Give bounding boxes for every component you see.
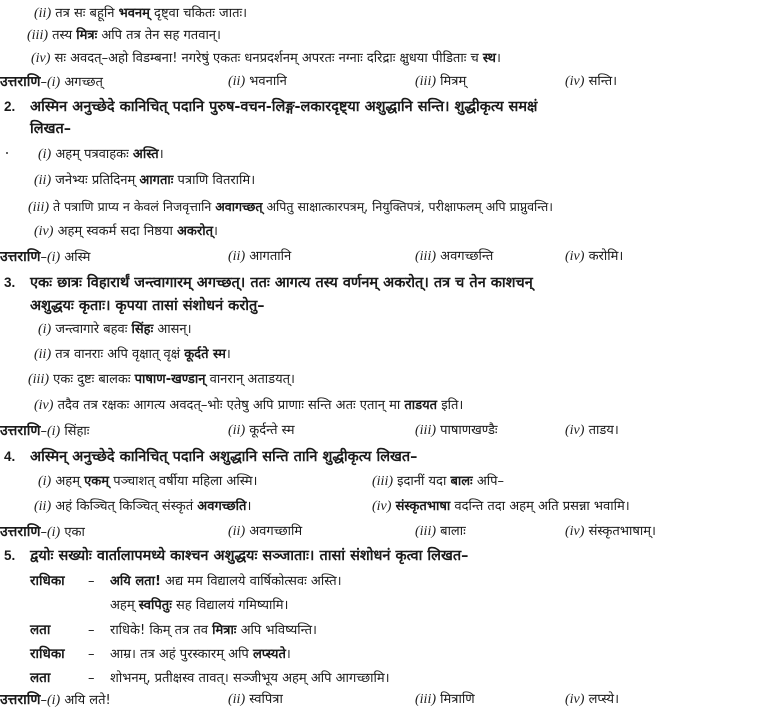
question-heading-cont: अशुद्धयः कृताः। कृपया तासां संशोधनं करोतु– xyxy=(30,298,265,314)
exercise-item: (iii) एकः दुष्टः बालकः पाषाण-खण्डान् वानरान् अताडयत्। xyxy=(28,372,295,387)
exercise-item: (i) जन्त्वागारे बहवः सिंहः आसन्। xyxy=(38,322,192,337)
exercise-item: (ii) तत्र वानराः अपि वृक्षात् वृक्षं कूर्दते स्म। xyxy=(34,347,231,362)
exercise-item: (i) अहम् एकम् पञ्चाशत् वर्षीया महिला अस्मि। xyxy=(38,474,258,489)
exercise-item: (ii) जनेभ्यः प्रतिदिनम् आगताः पत्राणि वितरामि। xyxy=(34,173,256,188)
exercise-item: (iv) तदैव तत्र रक्षकः आगत्य अवदत्–भोः एतेषु अपि प्राणाः सन्ति अतः एतान् मा ताडयत इति। xyxy=(34,398,464,413)
answers-row: उत्तराणि–(i) सिंहाः (ii) कूर्दन्ते स्म (iii) पाषाणखण्डैः (iv) ताडय। xyxy=(0,423,619,439)
question-heading: 2. अस्मिन अनुच्छेदे कानिचित् पदानि पुरुष-वचन-लिङ्ग-लकारदृष्ट्या अशुद्धानि सन्ति। शुद्धीकृत्य समक्षं xyxy=(4,99,538,115)
dialogue-line: लता – शोभनम्, प्रतीक्षस्व तावत्। सञ्जीभूय अहम् अपि आगच्छामि। xyxy=(30,670,390,686)
question-heading: 4. अस्मिन् अनुच्छेदे कानिचित् पदानि अशुद्धानि सन्ति तानि शुद्धीकृत्य लिखत– xyxy=(4,449,418,465)
exercise-item: (iv) अहम् स्वकर्म सदा निष्ठया अकरोत्। xyxy=(34,224,218,239)
answers-row: उत्तराणि–(i) अयि लते! (ii) स्वपित्रा (iii) मित्राणि (iv) लप्स्ये। xyxy=(0,692,619,708)
exercise-item: (i) अहम् पत्रवाहकः अस्ति। xyxy=(38,147,164,162)
answers-row: उत्तराणि–(i) अगच्छत् (ii) भवनानि (iii) मित्रम् (iv) सन्ति। xyxy=(0,74,618,90)
dialogue-line: राधिका – अयि लता! अद्य मम विद्यालये वार्षिकोत्सवः अस्ति। xyxy=(30,573,342,589)
question-heading: 3. एकः छात्रः विहारार्थं जन्त्वागारम् अगच्छत्। ततः आगत्य तस्य वर्णनम् अकरोत्। तत्र च तेन काशचन् xyxy=(4,275,533,291)
question-heading-cont: लिखत– xyxy=(30,121,71,137)
answers-row: उत्तराणि–(i) एका (ii) अवगच्छामि (iii) बालाः (iv) संस्कृतभाषाम्। xyxy=(0,524,656,540)
dialogue-line: अहम् स्वपितुः सह विद्यालयं गमिष्यामि। xyxy=(110,598,289,613)
exercise-item: (iii) तस्य मित्रः अपि तत्र तेन सह गतवान्। xyxy=(27,28,221,43)
exercise-item: (iii) इदानीं यदा बालः अपि– xyxy=(372,474,505,489)
dialogue-line: राधिका – आम्र। तत्र अहं पुरस्कारम् अपि लप्स्यते। xyxy=(30,646,291,662)
exercise-item: (iv) सः अवदत्–अहो विडम्बना! नगरेषुं एकतः धनप्रदर्शनम् अपरतः नग्नाः दरिद्राः क्षुधया पीडिताः च स्थ। xyxy=(31,51,501,66)
exercise-item: (iii) ते पत्राणि प्राप्य न केवलं निजवृत्तानि अवागच्छत् अपितु साक्षात्कारपत्रम्, नियुक्तिपत्रं, परीक्षाफलम् अपि प्राप्नुवन्ति। xyxy=(28,199,553,215)
answers-row: उत्तराणि–(i) अस्मि (ii) आगतानि (iii) अवगच्छन्ति (iv) करोमि। xyxy=(0,249,624,265)
exercise-item: (ii) तत्र सः बहूनि भवनम् दृष्ट्वा चकितः जातः। xyxy=(34,6,248,21)
exercise-item: (iv) संस्कृतभाषा वदन्ति तदा अहम् अति प्रसन्ना भवामि। xyxy=(372,499,630,514)
exercise-item: (ii) अहं किञ्चित् किञ्चित् संस्कृतं अवगच्छति। xyxy=(34,499,252,514)
question-heading: 5. द्वयोः सख्योः वार्तालापमध्ये काश्चन अशुद्धयः सञ्जाताः। तासां संशोधनं कृत्वा लिखत– xyxy=(4,548,469,564)
dialogue-line: लता – राधिके! किम् तत्र तव मित्राः अपि भविष्यन्ति। xyxy=(30,622,317,638)
stray-dot xyxy=(6,152,8,154)
